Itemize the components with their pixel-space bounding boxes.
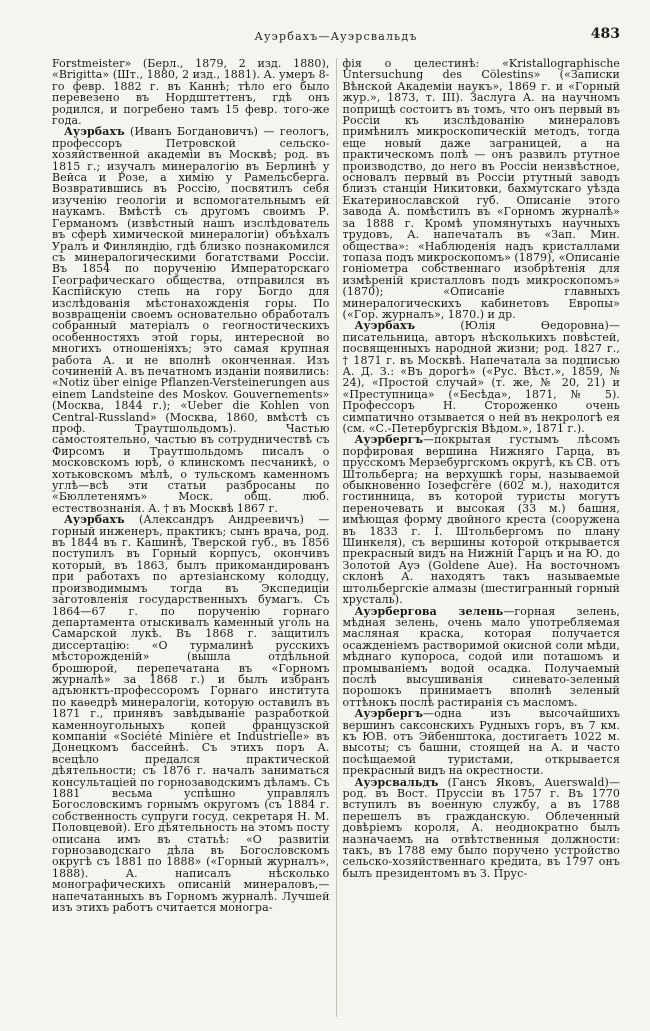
entry-headword: Ауэрбергъ (354, 707, 423, 721)
entry-paragraph: Ауэрбахъ (Юлія Ѳедоровна)—писательница, авторъ нѣсколькихъ повѣстей, посвященныхъ народной жизни; род. 1827 г., † 1871 г. въ Москвѣ. Напечатала за подписью А. Д. З.: «Въ дорогѣ» («Рус. Вѣст.», 1859, № 24), «Простой случай» (т. же, № 20, 21) и «Преступница» («Бесѣда», 1871, № 5). Профессоръ Н. Стороженко очень симпатично отзывается о ней въ некрологѣ ея (см. «С.-Петербургскія Вѣдом.», 1871 г.). (342, 319, 620, 435)
continuation-paragraph: фія о целестинѣ: «Kristallographische Untersuchung des Cölestins» («Записки Вѣнской Академіи наукъ», 1869 г. и «Горный жур.», 1873, т. III). Заслуга А. на научномъ поприщѣ состоитъ въ томъ, что онъ первый въ Россіи къ изслѣдованію минераловъ примѣнилъ микроскопическій методъ, тогда еще новый даже заграницей, а на практическомъ полѣ — онъ развилъ ртутное производство, до него въ Россіи неизвѣстное, основалъ первый въ Россіи ртутный заводъ близъ станціи Никитовки, бахмутскаго уѣзда Екатеринославской губ. Описаніе этого завода А. помѣстилъ въ «Горномъ журналѣ» за 1888 г. Кромѣ упомянутыхъ научныхъ трудовъ, А. напечаталъ въ «Зап. Мин. общества»: «Наблюденія надъ кристаллами топаза подъ микроскопомъ» (1879), «Описаніе гоніометра собственнаго изобрѣтенія для измѣреній кристалловъ подъ микроскопомъ» (1870); «Описаніе главныхъ минералогическихъ кабинетовъ Европы» («Гор. журналъ», 1870.) и др. (342, 58, 620, 321)
continuation-paragraph: Forstmeister» (Берл., 1879, 2 изд. 1880), «Brigitta» (Шт., 1880, 2 изд., 1881). А. умеръ 8-го февр. 1882 г. въ Каннѣ; тѣло его было перевезено въ Нордштеттенъ, гдѣ онъ родился, и погребено тамъ 15 февр. того-же года. (52, 58, 330, 128)
entry-headword: Ауэрбахъ (64, 513, 125, 527)
entry-paragraph: Ауэрбергъ—одна изъ высочайшихъ вершинъ саксонскихъ Рудныхъ горъ, въ 7 км. къ ЮВ. отъ Эйбенштока, достигаетъ 1022 м. высоты; съ башни, стоящей на А. и часто посѣщаемой туристами, открывается прекрасный видъ на окрестности. (342, 707, 620, 778)
entry-headword: Ауэрбергова зелень (354, 604, 504, 618)
right-column (343, 58, 621, 1017)
entry-headword: Ауэрбергъ (354, 433, 423, 447)
entry-paragraph: Ауэрбахъ (Иванъ Богдановичъ) — геологъ, профессоръ Петровской сельско-хозяйственной академіи въ Москвѣ; род. въ 1815 г.; изучалъ минералогію въ Берлинѣ у Вейса и Розе, а химію у Рамельсберга. Возвратившись въ Россію, посвятилъ себя изученію геологіи и вспомогательнымъ ей наукамъ. Вмѣстѣ съ другомъ своимъ Р. Германомъ (извѣстный нашъ изслѣдователь въ сферѣ химической минералогіи) объѣхалъ Уралъ и Финляндію, гдѣ близко познакомился съ минералогическими богатствами Россіи. Въ 1854 по порученію Императорскаго Географическаго общества, отправился въ Каспійскую степь на гору Богдо для изслѣдованія мѣстонахожденія горы. По возвращеніи своемъ основательно обработалъ собранный матеріалъ о геогностическихъ особенностяхъ этой горы, интересной во многихъ отношеніяхъ; это самая крупная работа А. и не вполнѣ оконченная. Изъ сочиненій А. въ печатномъ изданіи появились: «Notiz über einige Pflanzen-Versteinerungen aus einem Landsteine des Moskov. Gouvernements» (Москва, 1844 г.); «Ueber die Kohlen von Central-Russland» (Москва, 1860, вмѣстѣ съ проф. Траутшольдомъ). Частью самостоятельно, частью въ сотрудничествѣ съ Фирсомъ и Траутшольдомъ писалъ о московскомъ юрѣ, о клинскомъ песчаникѣ, о хотьковскомъ мѣлѣ, о тульскомъ каменномъ углѣ—всѣ эти статьи разбросаны по «Бюллетенямъ» Моск. общ. люб. естествознанія. А. † въ Москвѣ 1867 г. (52, 125, 330, 515)
entry-paragraph: Ауэрбергъ—покрытая густымъ лѣсомъ порфировая вершина Нижняго Гарца, въ прусскомъ Мерзебургскомъ округѣ, къ СВ. отъ Штольберга; на верхушкѣ горы, называемой обыкновенно Іозефсгёге (602 м.), находится гостинница, въ которой туристы могутъ переночевать и высокая (33 м.) башня, имѣющая форму двойного креста (сооружена въ 1833 г. І. Штольбергомъ по плану Шинкеля), съ вершины которой открывается прекрасный видъ на Нижній Гарцъ и на Ю. до Золотой Ауэ (Goldene Aue). На восточномъ склонѣ А. находятъ такъ называемые штольбергскіе алмазы (шестигранный горный хрусталь). (342, 433, 620, 607)
left-column (52, 58, 330, 1017)
entry-paragraph: Ауэрсвальдъ (Гансъ Яковъ, Auerswald)—род. въ Вост. Пруссіи въ 1757 г. Въ 1770 вступилъ въ военную службу, а въ 1788 перешелъ въ гражданскую. Облеченный довѣріемъ короля, А. неоднократно былъ назначаемъ на отвѣтственныя должности: такъ, въ 1788 ему было поручено устройство сельско-хозяйственнаго кредита, въ 1797 онъ былъ президентомъ въ З. Прус- (342, 775, 620, 880)
entry-headword: Ауэрсвальдъ (354, 775, 439, 789)
text-columns (52, 58, 620, 1017)
running-title: Ауэрбахъ—Ауэрсвальдъ (254, 30, 418, 43)
entry-headword: Ауэрбахъ (64, 125, 125, 139)
page-number: 483 (590, 26, 620, 42)
entry-paragraph: Ауэрбергова зелень—горная зелень, мѣдная зелень, очень мало употребляемая масляная краска, которая получается осажденіемъ растворимой окисной соли мѣди, мѣднаго купороса, содой или поташомъ и промываніемъ водой осадка. Получаемый послѣ высушиванія синевато-зеленый порошокъ принимаетъ вполнѣ зеленый оттѣнокъ послѣ растиранія съ масломъ. (342, 604, 620, 709)
entry-headword: Ауэрбахъ (354, 319, 416, 333)
entry-paragraph: Ауэрбахъ (Александръ Андреевичъ) — горный инженеръ, практикъ; сынъ врача, род. въ 1844 въ г. Кашинѣ, Тверской губ., въ 1856 поступилъ въ Горный корпусъ, окончивъ который, въ 1863, былъ прикомандированъ при работахъ по артезіанскому колодцу, производимымъ тогда въ Экспедиціи заготовленія государственныхъ бумагъ. Съ 1864—67 г. по порученію горнаго департамента отыскивалъ каменный уголь на Самарской лукѣ. Въ 1868 г. защитилъ диссертацію: «О турмалинѣ русскихъ мѣсторожденій» (вышла отдѣльной брошюрой, перепечатана въ «Горномъ журналѣ» за 1868 г.) и былъ избранъ адъюнктъ-профессоромъ Горнаго института по каѳедрѣ минералогіи, которую оставилъ въ 1871 г., принявъ завѣдываніе разработкой каменноугольныхъ копей французской компаніи «Société Minière et Industrielle» въ Донецкомъ бассейнѣ. Съ этихъ поръ А. всецѣло предался практической дѣятельности; съ 1876 г. началъ заниматься консультаціей по горнозаводскимъ дѣламъ. Съ 1881 весьма успѣшно управлялъ Богословскимъ горнымъ округомъ (съ 1884 г. собственность супруги госуд. секретаря Н. М. Половцевой). Его дѣятельность на этомъ посту описана имъ въ статьѣ: «О развитіи горнозаводскаго дѣла въ Богословскомъ округѣ съ 1881 по 1888» («Горный журналъ», 1888). А. написалъ нѣсколько монографическихъ описаній минераловъ,—напечатанныхъ въ Горномъ журналѣ. Лучшей изъ этихъ работъ считается моногра- (52, 513, 330, 915)
column-divider (336, 58, 337, 1017)
page-header (52, 28, 620, 46)
